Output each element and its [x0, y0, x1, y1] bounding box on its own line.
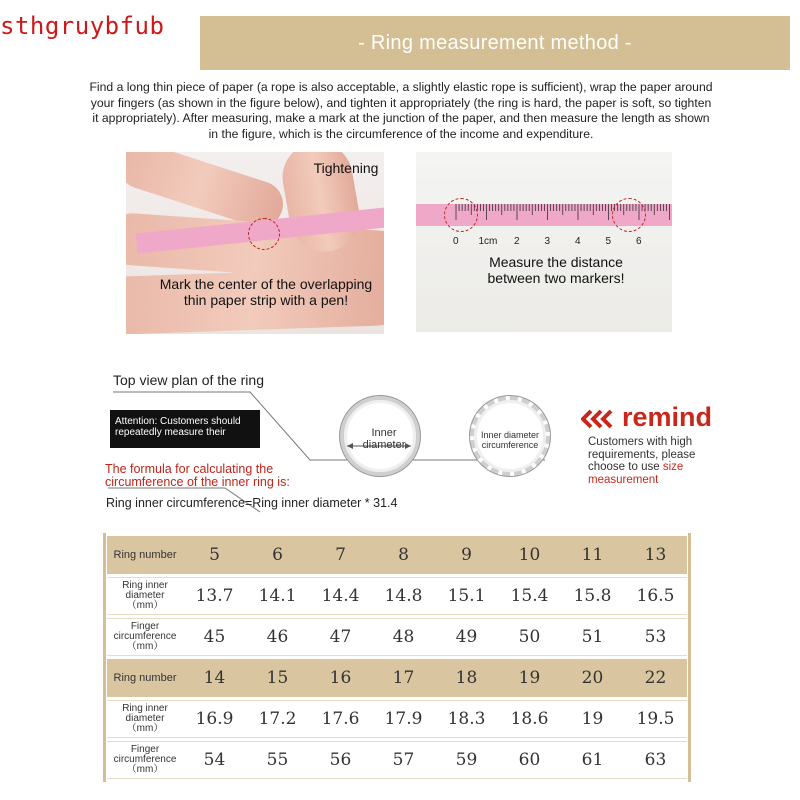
- ring2-label-line1: Inner diameter: [480, 430, 540, 440]
- table-cell: 16.5: [624, 577, 687, 615]
- remind-highlight: size measurement: [588, 461, 684, 486]
- row-label-line: circumference: [113, 631, 177, 642]
- remind-text: [588, 436, 718, 486]
- row-label-line: diameter: [125, 713, 165, 724]
- table-cell: 50: [498, 618, 561, 656]
- ruler-tick-label: 0: [453, 236, 459, 247]
- ruler-tick-label: 1cm: [478, 236, 498, 247]
- table-cell: 54: [183, 741, 246, 779]
- table-cell: 20: [561, 659, 624, 697]
- ring1-label: [346, 427, 422, 451]
- table-cell: 60: [498, 741, 561, 779]
- table-cell: 8: [372, 536, 435, 574]
- row-label-line: （mm）: [126, 600, 164, 611]
- left-caption-line2: thin paper strip with a pen!: [183, 292, 349, 308]
- formula-label-line1: The formula for calculating the: [105, 462, 274, 476]
- table-cell: 47: [309, 618, 372, 656]
- chevron-left-icon: [581, 409, 617, 429]
- row-label: Ring number: [107, 659, 183, 697]
- intro-paragraph: Find a long thin piece of paper (a rope is also acceptable, a slightly elastic rope is sufficient), wrap the paper around your fingers (as shown in the figure below), and tighten it appropriately (the ring is hard, the paper is soft, so tighten it appropriately). After measuring, make a mark at the junction of the paper, and then measure the length as shown in the figure, which is the circumference of the income and expenditure.: [89, 80, 713, 141]
- table-cell: 10: [498, 536, 561, 574]
- finger-circumference-row: [107, 618, 687, 656]
- remind-body: Customers with high requirements, please choose to use: [588, 436, 696, 473]
- table-cell: 15.1: [435, 577, 498, 615]
- ring2-label-line2: circumference: [481, 440, 539, 450]
- table-cell: 55: [246, 741, 309, 779]
- row-label-line: Ring inner: [122, 580, 168, 591]
- attention-box: Attention: Customers should repeatedly measure their: [110, 410, 260, 448]
- row-label: [107, 618, 183, 656]
- table-cell: 9: [435, 536, 498, 574]
- table-cell: 59: [435, 741, 498, 779]
- title-banner: [200, 16, 790, 70]
- table-cell: 6: [246, 536, 309, 574]
- table-cell: 22: [624, 659, 687, 697]
- ring-size-table: [107, 533, 687, 782]
- table-cell: 15.4: [498, 577, 561, 615]
- ruler-tick-label: 5: [605, 236, 612, 247]
- ring2-label: [474, 430, 546, 450]
- ring1-label-line2: diameter: [362, 439, 406, 451]
- row-label: [107, 741, 183, 779]
- table-cell: 15.8: [561, 577, 624, 615]
- table-cell: 13: [624, 536, 687, 574]
- table-cell: 14.4: [309, 577, 372, 615]
- row-label-line: （mm）: [126, 764, 164, 775]
- table-cell: 56: [309, 741, 372, 779]
- remind-title: remind: [622, 402, 713, 432]
- table-cell: 14.1: [246, 577, 309, 615]
- table-cell: 51: [561, 618, 624, 656]
- row-label: Ring number: [107, 536, 183, 574]
- row-label-line: circumference: [113, 754, 177, 765]
- row-label-line: Finger: [130, 744, 160, 755]
- table-cell: 49: [435, 618, 498, 656]
- ruler-photo: [416, 152, 672, 332]
- banner-title: - Ring measurement method -: [358, 31, 632, 54]
- tightening-label: Tightening: [313, 160, 379, 176]
- table-cell: 48: [372, 618, 435, 656]
- table-cell: 19: [498, 659, 561, 697]
- table-cell: 63: [624, 741, 687, 779]
- ruler-tick-label: 3: [544, 236, 551, 247]
- size-table-grid: [107, 533, 687, 782]
- table-cell: 13.7: [183, 577, 246, 615]
- right-caption-line1: Measure the distance: [489, 254, 623, 270]
- table-cell: 19.5: [624, 700, 687, 738]
- table-cell: 17: [372, 659, 435, 697]
- ruler-tick-label: 2: [514, 236, 520, 247]
- formula-label: [105, 463, 290, 489]
- formula-text: Ring inner circumference=Ring inner diameter * 31.4: [106, 496, 398, 510]
- row-label-line: （mm）: [126, 723, 164, 734]
- ring-number-row: [107, 536, 687, 574]
- formula-label-line2: circumference of the inner ring is:: [105, 475, 290, 489]
- table-cell: 46: [246, 618, 309, 656]
- ring-number-row: [107, 659, 687, 697]
- inner-diameter-row: [107, 700, 687, 738]
- table-cell: 5: [183, 536, 246, 574]
- table-cell: 19: [561, 700, 624, 738]
- finger-circumference-row: [107, 741, 687, 779]
- table-cell: 53: [624, 618, 687, 656]
- ring1-label-line1: Inner: [371, 427, 397, 439]
- table-cell: 61: [561, 741, 624, 779]
- table-cell: 14.8: [372, 577, 435, 615]
- table-cell: 57: [372, 741, 435, 779]
- table-right-border: [688, 533, 691, 782]
- table-cell: 18: [435, 659, 498, 697]
- table-cell: 16.9: [183, 700, 246, 738]
- finger-wrap-photo: [126, 152, 384, 334]
- right-caption-line2: between two markers!: [487, 270, 625, 286]
- top-view-title: Top view plan of the ring: [113, 372, 264, 388]
- table-cell: 14: [183, 659, 246, 697]
- table-cell: 16: [309, 659, 372, 697]
- table-cell: 17.9: [372, 700, 435, 738]
- table-cell: 15: [246, 659, 309, 697]
- left-caption-line1: Mark the center of the overlapping: [159, 276, 373, 292]
- store-watermark: sthgruybfub: [0, 12, 165, 40]
- ruler-tick-label: 4: [575, 236, 581, 247]
- left-caption: [146, 276, 384, 308]
- row-label-line: （mm）: [126, 641, 164, 652]
- table-cell: 17.2: [246, 700, 309, 738]
- table-cell: 11: [561, 536, 624, 574]
- table-left-border: [103, 533, 106, 782]
- ruler-tick-label: 6: [636, 236, 642, 247]
- row-label: [107, 700, 183, 738]
- table-cell: 7: [309, 536, 372, 574]
- row-label-line: diameter: [125, 590, 165, 601]
- table-cell: 17.6: [309, 700, 372, 738]
- table-cell: 45: [183, 618, 246, 656]
- right-caption: [466, 254, 646, 286]
- inner-diameter-row: [107, 577, 687, 615]
- row-label-line: Ring inner: [122, 703, 168, 714]
- table-cell: 18.3: [435, 700, 498, 738]
- row-label: [107, 577, 183, 615]
- row-label-line: Finger: [130, 621, 160, 632]
- table-cell: 18.6: [498, 700, 561, 738]
